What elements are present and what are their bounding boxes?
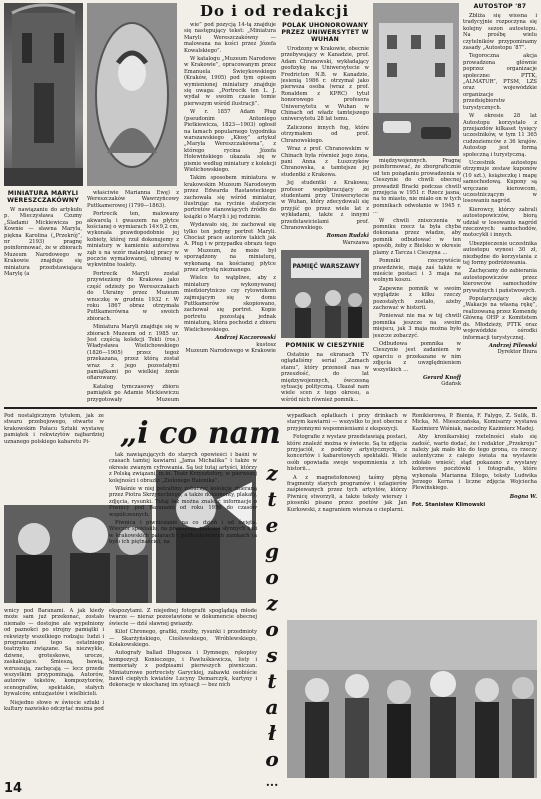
middle-paragraph: W katalogu „Muzeum Narodowe w Krakowie”, opracowanym przez Emanuela Świeykowskiego (Kraków, 1905) pod tym opisem wymienionej miniatury znajduje się uwaga: „Portrecik ten L. J. wydał w swoim czasie tomie pierwszym wśród ilustracji”. [184,56,276,107]
exhibition-paragraph: Aby kronikarskiej rzetelności stało się zadość, warto dodać, że i redaktor „Przekroju” należy jak mało kto do tego grona, co rzeczy autentyczne z całego świata na wystawie zdołało wnieść; stąd pokazano z wystawy kolorowe pocztówki i fotografie, które wykonała Marianna Eilego, teksty Ludwika Jerzego Kerna i liczne zdjęcia Wojciecha Plewińskiego. [412,434,537,492]
exhibition-intro [4,413,104,503]
polak-paragraph: Zaliczono innych fog, które otrzymałem od prof. Chranowskiego. [281,124,369,144]
miniatura-cont-paragraph: Portrecik Maryli został przywieziony do Krakowa jako część odzieży po Wereszczakach do Ukrainy przez Muzeum wnuczkę w grudniu 1932 r. W roku 1867 obraz otrzymała Puttkamerówna w swoich zbiorach. [87,270,179,322]
autostop-paragraph: W okresie 28 lat Autostopu korzystało z przejazdów kilkaset tysięcy uczestników, w tym 11 365 cudzoziemców z 36 krajów. Autostop jest formą społeczną i turystyczną. [463,113,537,158]
pomnik-signature-place: Gdańsk [441,381,461,388]
pomnik-cont-paragraph: międzywojennych. Pragnę poinformować, że zborgraficznie od ten pożądaniu prowadzenia w Cieszynie do chwili obecnej prowadził Bracki podczas chwili przejęcia w 1951 r. Rzecz jasna, na to miasto, nie miało on w tych pomnikach odwołanie w 1945 r. ... [373,158,461,216]
miniatura-paragraph: W nawiązaniu do artykułu p. Mieczysława Czumy „Śladami Mickiewicza po Kownie — sławna Maryla, piękna Karolina („Przekrój”, nr 2193) pragnę poinformować, że w zbiorach Muzeum Narodowego w Krakowie znajduje się miniatura przedstawiająca Marylę (a [4,207,82,278]
polak-signature: Roman Rudzki [326,233,369,240]
photo-banner-text: PAMIĘĆ WARSZAWY [292,263,360,270]
miniatura-cont-paragraph: Miniatura Maryli znajduje się w zbiorach Muzeum od r. 1985 ur. Jest częścią kolekcji Tekli (ros.) Władysława Wielichowskiego (1826—1905) przez tegoż przekazana, przez którą został wraz z jego pozostałymi pamiątkami po wielkiej żonie ofiarowany. [87,324,179,382]
autostop-signature-role: Dyrektor Biura [497,349,537,356]
exhibition-column-1 [4,608,104,778]
pomnik-article [281,342,369,402]
article-title-vertical [262,460,282,780]
polak-paragraph: Jej studentki z Krakowa; profesor współpracujący ze studentami przy Uniwersytecie w Wuhan, który zdecydowali się przyjść go przez wiele lat z wykładami, także z innymi przedstawicielami prof. Chranowskiego. [281,180,369,231]
pomnik-cont-paragraph: Odbudowa pomnika w Cieszynie jest zadaniem w oparciu o przekazane w nim zdjęcia z uwzględnieniem wszystkich ... [373,340,461,373]
miniatura-cont-paragraph: właściwie Marianna Ewę) z Wereszczaków Wawrzyńcowy Puttkamerowej (1799—1863). [87,190,179,209]
middle-paragraph: Takim sposobem miniatura w krakowskim Muzeum Narodowym przez Edwarda Rastawieckiego zachowała się wśród miniatur, ilustrując na rycinie stalorycie portretów stanowiących źródło do książki o Maryli i jej rodzinie. [184,175,276,220]
exhibition-paragraph: Kilof Chronego, grafiki, rzeźby, rysunki i przedmioty — Skarżyńskiego, Cieślewskiego, Wróblewskiego, Kołakowskiego. [109,629,257,649]
polak-paragraph: Urodzony w Krakowie, obecnie przebywający w Kanadzie, prof. Adam Chranowski, wykładający geofizykę na Uniwersytecie w Fredricton N.B. w Kanadzie, jesienią 1986 r. otrzymał jako pierwsza osoba (wraz z prof. Ronaldem z KPRC) tytuł honorowego profesora Uniwersytetu w Wuhan w Chinach od władz tamtejszego uniwersytetu 28 lat temu. [281,46,369,123]
article-title: „i co nam [120,416,281,451]
exhibition-paragraph: tak nawiązujących do starych opowieści i baśni w czasach tamtej kawiarni „Jama Michalika” i także w okresie zwanym cyfrowania. Są też tutaj artyści, którzy z Polską związani, m.in. Teatr Krzysztofory, w pierwszej kolejności i obrazki „Zielonego Balonika”. [109,452,257,484]
autostop-paragraph: Zachęcamy do zabierania autostopowiczów przez kierowców samochodów prywatnych i państwowych. [463,268,537,294]
page-number: 14 [4,781,23,796]
autostop-title: AUTOSTOP '87 [473,3,527,10]
middle-signature: Andrzej Kaczorowski [215,335,276,342]
exhibition-intro-paragraph: Pod nostalgicznym tytułem, jak ze stwaru przebojowego, otwarte w krakowskim Pałacu Sztuki wystawę pamiątek i rekwizytów najbardziej uznanego polskiego kabaretu Pi- [4,413,104,445]
exhibition-paragraph: Piwnica i piwniczanie na co dzień i od święta. Wieczór spektaklu, na premierze, podczas słynnych bali w krakowskich pałacach i podkrakowskich zamkach (a było ich piętnaście), na [109,520,257,546]
miniatura-catalog-column [184,22,276,402]
museum-building-photo [4,3,83,186]
exhibition-paragraph: wnicy pod Baranami. A jak kiedy może sam już przekonać, zostało niemało — dostojne ale wypełniony od paznokci po strojny pamiątki i rekwizyty wszelkiego rodzaju: ludzi i programami tego ostatniego teatrzyku związane. Są niezwykle, dziwne, groteskowe, urocze, zaskakujące. Śmieszą, bawią, wzruszają, zachęcają — lecz przede wszystkim przypominają. Autorów, autorów tekstów, kompozytorów, scenografów, spektakle, stałych bywalców, entuzjastów i wielbicieli. [4,608,104,698]
exhibition-crowd-photo [287,620,537,778]
polak-signature-place: Warszawa [342,239,369,246]
exhibition-paragraph: Niejedno słowo w świecie sztuki i kultury nazwisko odczytać można pod [4,699,104,713]
section-heading: Do i od redakcji [200,2,350,20]
middle-paragraph: Wielce to wątpliwe, aby z miniatury wykonywanej miedziorytniczo czy rytownikom zajmującym się w domu Puttkamerów skopiowano, zachował się portret. Kopie portretu pozostają jednak miniaturą, która pochodzi z zbioru Wielichowskiego. [184,275,276,333]
polak-article [281,22,369,247]
pomnik-title: POMNIK W CIESZYNIE [285,342,365,349]
exhibition-column-2 [109,452,257,600]
exhibition-paragraph: Autografy ballad Długosza i Dymnego, rękopisy kompozycji Konieczego, i Pawluśkiewicza, listy i memoriały z podpisami pierwszych piwniczan. Miniaturowe portrecisty Garyckiej, zabawki osobiście bawił ciepłych kwiatów Lucyny Demarczyk, kurtyny i dekoracje w ukochanej im sytuacji — bez nich [109,650,257,689]
section-divider [4,407,537,409]
article-title-vertical-text: z t e g o z o s t a ł o [265,461,279,771]
autostop-paragraph: Ubezpieczenie uczestnika autostopu wynosi 30 zł, niezbędne do korzystania z tej formy podróżowania. [463,240,537,267]
pomnik-cont-paragraph: W chwili zniszczenia w pomniku rzecz ta była chyba dokonana przez władze, aby pomnik odbudować w ten sposób, żeby z Bielsko w okresie plamy z Tarcza i Cieszyna ... [373,217,461,256]
polak-title: POLAK UHONOROWANY PRZEZ UNIWERSYTET W WUHAN [281,22,369,43]
autostop-paragraph: Tegoroczna akcja prowadzona głównie poprzez organizacje społeczne: PTTK, „ALMATUR”, PTSM, LZS oraz wojewódzkie organizacje przedsiębiorstw turystycznych. [463,53,537,111]
autostop-photo [373,3,459,156]
autostop-paragraph: Zbliża się wiosna i tradycyjnie rozpoczyna się kolejny sezon autostopu. Na prośbę wielu czytelników przypominamy zasady „Autostopu ’87”. [463,13,537,52]
pomnik-paragraph: Ostatnio na ekranach TV oglądaliśmy serial „Zamach stanu”, który przenosił nas w przeszłość, do lat międzywojennych, ówczesną sytuację polityczną. Ukazał nam wiele scen z tego okresu, a wśród nich również pomnik... [281,352,369,402]
autostop-signature: Andrzej Pilewski [488,342,537,349]
middle-paragraph: Wydawało się, że zachował się tylko ten jedyny portret Maryli. Chociaż prace autorów takich jak A. Pług i w przypadku obrazu tego w Muzeum, że może był sporządzony na miniaturę, wykonaną na kościanej płytce przez artystę nieznanego. [184,222,276,274]
exhibition-paragraph: Właśnie w niej potrafimy zobaczyć kolekcję zbieraną przez Piotra Skrzyneckiego, a także dokumenty, plakaty, zdjęcia, rysunki. Tutaj też można znaleźć informacje o Piwnicy pod Baranami od roku 1956 do czasów współczesnych. [109,486,257,518]
photo-credit: Fot. Stanisław Klimowski [412,502,486,509]
miniatura-cont-paragraph: Portrecik ten, malowany akwarelą i gwaszem na płytce kościanej o wymiarach 14×9,2 cm, wykonała prawdopodobnie jej kobiety, której rzuł dokonujemy z miniatury w kamieniu autorstwa ząb u na wzór malarskiej pracy w poczcie wymalowanej, ubranej w wykwintne toalety. [87,211,179,269]
middle-signature-role: kustosz [256,341,276,348]
autostop-article [463,3,537,403]
miniatura-cont-paragraph: Katalog tymczasowy zbioru pamiątek po Adamie Mickiewiczu przygotowały Muzeum [87,383,179,403]
polak-paragraph: Wraz z prof. Chranowskim w Chinach była również jego żona, pani Anna z Łuszczyków Chranowska, a tamtejsze jej studentki z Krakowa. [281,146,369,178]
autostop-paragraph: Kierowcy, którzy zabrali autostopowiczów, biorą udział w losowaniu nagród rzeczowych: samochodów, motocykli i innych. [463,206,537,239]
middle-paragraph: wie” pod pozycją 14-tą znajduje się następujący tekst: „Miniatura Maryli Wereszczakówny — malowana na kości przez Józefa Kowalskiego”. [184,22,276,54]
exhibition-paragraph: Ronikierowa, P. Bienia, F. Falygo, Z. Sulik, B. Micka, M. Mieszczańska, Komisarzy wystawa Kazimierz Wiśniak, naczelny Kazimierz Madej. [412,413,537,432]
exhibition-paragraph: ekspozytami. Z niejednej fotografii spoglądają młode twarze — nieraz pozostawione w dokumencie obecnej świecie — dziś sławnej gwiazdy. [109,608,257,627]
exhibition-paragraph: Fotografie z wystaw przedstawiają postaci, które znaleźć można w świecie. Są tu zdjęcia przyjaciół, z podróży artystycznych, z koncertów i kabaretowych spektakli. Wiele osób opowiada swoje wspomnienia z ich historii... [287,434,407,473]
miniatura-article-continued [87,190,179,403]
miniatura-article [4,190,82,368]
pomnik-signature: Gerard Knoff [422,375,461,381]
autostop-paragraph: Popularyzujący akcję „Wakacje na własną rękę”, realizowaną przez Komendę Główną OHP z Komitetem ds. Młodzieży, PTTK oraz wojewódzkie ośrodki informacji turystycznej. [463,296,537,341]
exhibition-paragraph: wypadkach opłatkach i przy drinkach w starym kawiarni — wszystko to jest obecne z przyjemnymi wspomnieniami z ekspozycji. [287,413,407,432]
ceremony-photo [281,250,369,338]
article-title-ellipsis: ... [265,775,279,789]
exhibition-paragraph: A z magnetofonowej taśmy płyną fragmenty starych programów i szlagierów zaśpiewanych przez tych artystów, którzy Piwnicę stworzyli, a także teksty wierszy i piosenki pisane przez poetów jak Jan Kurkowski, z nagraniem wiersza o cieplarni. [287,474,407,513]
middle-paragraph: W r. 1857 Adam Pług (pseudonim Antoniego Pietkiewicza, 1823—1903) ogłosił na łamach popularnego tygodnika warszawskiego „Kłosy” artykuł „Maryla Wereszczakówna”, z którego rycina Józefa Holewińskiego ukazała się w pismie według miniatury z kolekcji Wielichowskiego. [184,109,276,173]
exhibition-column-3 [109,608,257,778]
exhibition-column-5 [412,413,537,613]
pomnik-cont-paragraph: Ponieważ nie ma w tej chwili pomnika jeszcze na swoim miejscu, jak 3 maja można było jeszcze zobaczyć. [373,313,461,339]
pomnik-cont-paragraph: Zapewne pomnik w swoim wyglądzie z kilku rzeczy pozostałych zostało, ażeby zachować w historii. [373,285,461,311]
middle-signature-place: Muzeum Narodowego w Krakowie [185,347,276,354]
pomnik-article-continued [373,158,461,403]
exhibition-signature: Bogna W. [509,493,537,500]
pomnik-cont-paragraph: Pomniki rzeczywiście prawdziwie, mają zaś także w mieście postaci i 3 maja na wolnym koszu. [373,258,461,284]
autostop-paragraph: Uczestnik autostopu otrzymuje zestaw kuponów (10 szt.), książeczkę i mapę samochodową. Kupony są wręczane kierowcom, uczestniczącym w losowaniu nagród. [463,159,537,205]
miniatura-title: MINIATURA MARYLI WERESZCZAKÓWNY [7,190,79,204]
exhibition-column-4 [287,413,407,613]
maryla-miniature-photo [87,3,177,186]
